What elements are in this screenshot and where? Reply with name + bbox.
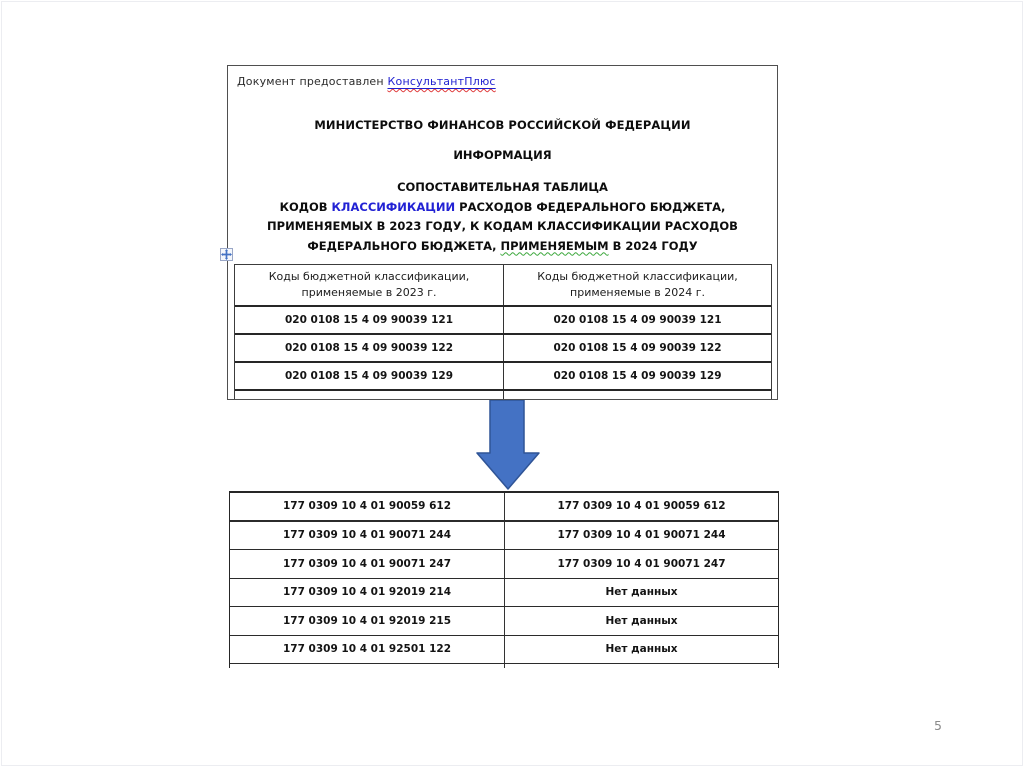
table-cell: 020 0108 15 4 09 90039 121 [284,314,454,326]
codes-table-2023-2024 [234,264,772,400]
table-row [235,335,771,363]
table-cell: 177 0309 10 4 01 90059 612 [504,493,778,520]
provider-prefix: Документ предоставлен [237,75,384,88]
table-cell: 177 0309 10 4 01 92501 122 [282,643,452,656]
table-cell: 020 0108 15 4 09 90039 122 [284,342,454,354]
title-line-4: ФЕДЕРАЛЬНОГО БЮДЖЕТА, ПРИМЕНЯЕМЫМ В 2024 ГОДУ [307,238,698,253]
down-arrow-icon [476,400,540,491]
table-cell: Нет данных [504,579,778,607]
codes-table-header-row [235,265,771,307]
table-cell: 020 0108 15 4 09 90039 129 [503,363,771,389]
title-line-1: СОПОСТАВИТЕЛЬНАЯ ТАБЛИЦА [397,180,608,194]
header-col-2023: Коды бюджетной классификации, применяемые в 2023 г. [268,270,470,299]
ministry-heading: МИНИСТЕРСТВО ФИНАНСОВ РОССИЙСКОЙ ФЕДЕРАЦИИ [314,118,691,132]
table-cell: 177 0309 10 4 01 90071 247 [504,550,778,578]
continuation-table-body [230,493,778,668]
table-row [235,363,771,391]
title-line-2: КОДОВ КЛАССИФИКАЦИИ РАСХОДОВ ФЕДЕРАЛЬНОГО БЮДЖЕТА, [279,199,726,214]
table-cell [503,391,771,400]
table-cell: 177 0309 10 4 01 92019 214 [282,586,452,599]
provider-link-wrap [388,75,496,88]
table-cell: 020 0108 15 4 09 90039 129 [284,370,454,382]
table-cell: Нет данных [504,607,778,635]
consultantplus-link[interactable]: КонсультантПлюс [387,75,496,88]
table-cell: 177 0309 10 4 01 90071 244 [504,522,778,550]
table-row [235,391,771,400]
table-row [230,636,778,665]
table-cell: 177 0309 10 4 01 92019 215 [282,614,452,627]
table-cell: 177 0309 10 4 01 90059 612 [282,500,452,513]
title-line-3: ПРИМЕНЯЕМЫХ В 2023 ГОДУ, К КОДАМ КЛАССИФИКАЦИИ РАСХОДОВ [267,219,738,233]
table-row [235,307,771,335]
header-col-2024: Коды бюджетной классификации, применяемые в 2024 г. [503,265,771,305]
table-row [230,550,778,579]
codes-table-continuation [229,491,779,668]
info-heading: ИНФОРМАЦИЯ [453,148,552,162]
table-cell [230,664,504,668]
table-row [230,607,778,636]
grammar-marked-word: ПРИМЕНЯЕМЫМ [500,238,609,253]
table-cell [235,391,503,400]
blue-term: КЛАССИФИКАЦИИ [331,199,456,214]
table-row [230,522,778,551]
table-row [230,579,778,608]
provider-line [237,75,496,88]
document-excerpt-card [227,65,778,400]
table-cell: 020 0108 15 4 09 90039 122 [503,335,771,361]
table-cell: 177 0309 10 4 01 90071 244 [282,529,452,542]
table-cell: 020 0108 15 4 09 90039 121 [503,307,771,333]
table-move-handle-icon [220,246,233,259]
codes-table-body [235,307,771,400]
table-cell: 177 0309 10 4 01 90071 247 [282,557,452,570]
table-cell [504,664,778,668]
table-row [230,493,778,522]
table-cell: Нет данных [504,636,778,664]
slide-page-number: 5 [934,718,942,733]
table-row [230,664,778,668]
document-title [228,178,777,256]
